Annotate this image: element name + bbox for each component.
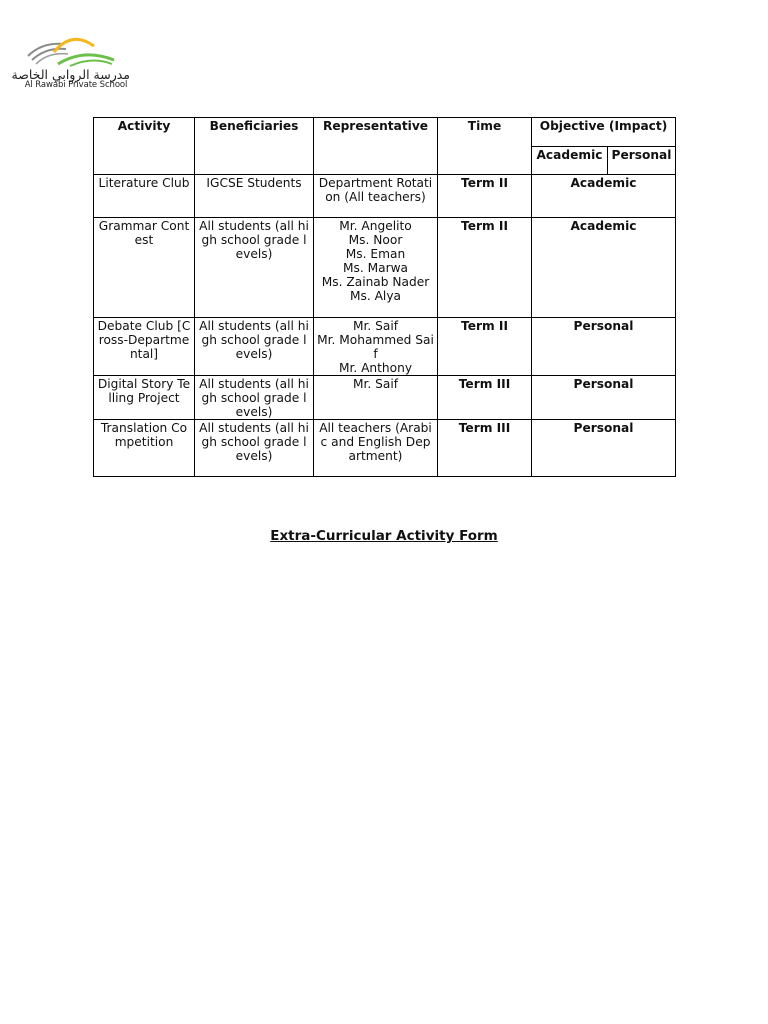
cell-time: Term II <box>438 318 532 376</box>
representative-name: Mr. Angelito <box>339 219 412 233</box>
table-row <box>94 318 676 376</box>
header-academic: Academic <box>532 147 608 175</box>
cell-beneficiaries: IGCSE Students <box>195 175 314 218</box>
cell-time: Term II <box>438 175 532 218</box>
table-row <box>94 420 676 477</box>
representative-name: Mr. Anthony <box>338 361 413 375</box>
cell-beneficiaries: All students (all high school grade levels) <box>195 218 314 318</box>
logo-arabic-name: مدرسة الروابي الخاصة <box>11 67 130 82</box>
cell-representative <box>314 318 438 376</box>
table-row <box>94 376 676 420</box>
cell-activity: Digital Story Telling Project <box>94 376 195 420</box>
cell-activity: Debate Club [Cross-Departmental] <box>94 318 195 376</box>
table-row <box>94 218 676 318</box>
cell-beneficiaries: All students (all high school grade levels) <box>195 420 314 477</box>
header-personal: Personal <box>608 147 676 175</box>
cell-beneficiaries: All students (all high school grade levels) <box>195 318 314 376</box>
cell-activity: Grammar Contest <box>94 218 195 318</box>
cell-objective: Personal <box>532 318 676 376</box>
cell-time: Term II <box>438 218 532 318</box>
school-logo <box>11 30 130 92</box>
representative-name: Mr. Saif <box>352 377 399 391</box>
header-representative: Representative <box>314 118 438 175</box>
header-activity: Activity <box>94 118 195 175</box>
header-objective: Objective (Impact) <box>532 118 676 147</box>
representative-name: Mr. Mohammed Saif <box>317 333 434 361</box>
cell-representative <box>314 218 438 318</box>
cell-objective: Academic <box>532 175 676 218</box>
cell-beneficiaries: All students (all high school grade levels) <box>195 376 314 420</box>
logo-emblem-icon <box>14 30 130 70</box>
cell-representative <box>314 376 438 420</box>
table-row <box>94 175 676 218</box>
cell-activity: Literature Club <box>94 175 195 218</box>
cell-representative <box>314 420 438 477</box>
representative-name: Department Rotation (All teachers) <box>318 176 433 204</box>
cell-representative <box>314 175 438 218</box>
cell-time: Term III <box>438 376 532 420</box>
cell-activity: Translation Competition <box>94 420 195 477</box>
cell-objective: Personal <box>532 376 676 420</box>
cell-time: Term III <box>438 420 532 477</box>
representative-name: Ms. Noor <box>348 233 403 247</box>
representative-name: Ms. Eman <box>345 247 406 261</box>
header-beneficiaries: Beneficiaries <box>195 118 314 175</box>
representative-name: All teachers (Arabic and English Department) <box>319 421 432 463</box>
cell-objective: Personal <box>532 420 676 477</box>
header-time: Time <box>438 118 532 175</box>
representative-name: Ms. Marwa <box>342 261 409 275</box>
representative-name: Ms. Alya <box>349 289 402 303</box>
representative-name: Mr. Saif <box>352 319 399 333</box>
activity-table <box>93 117 676 477</box>
form-title: Extra-Curricular Activity Form <box>270 528 498 544</box>
representative-name: Ms. Zainab Nader <box>321 275 430 289</box>
cell-objective: Academic <box>532 218 676 318</box>
logo-english-name: Al Rawabi Private School <box>24 80 128 90</box>
